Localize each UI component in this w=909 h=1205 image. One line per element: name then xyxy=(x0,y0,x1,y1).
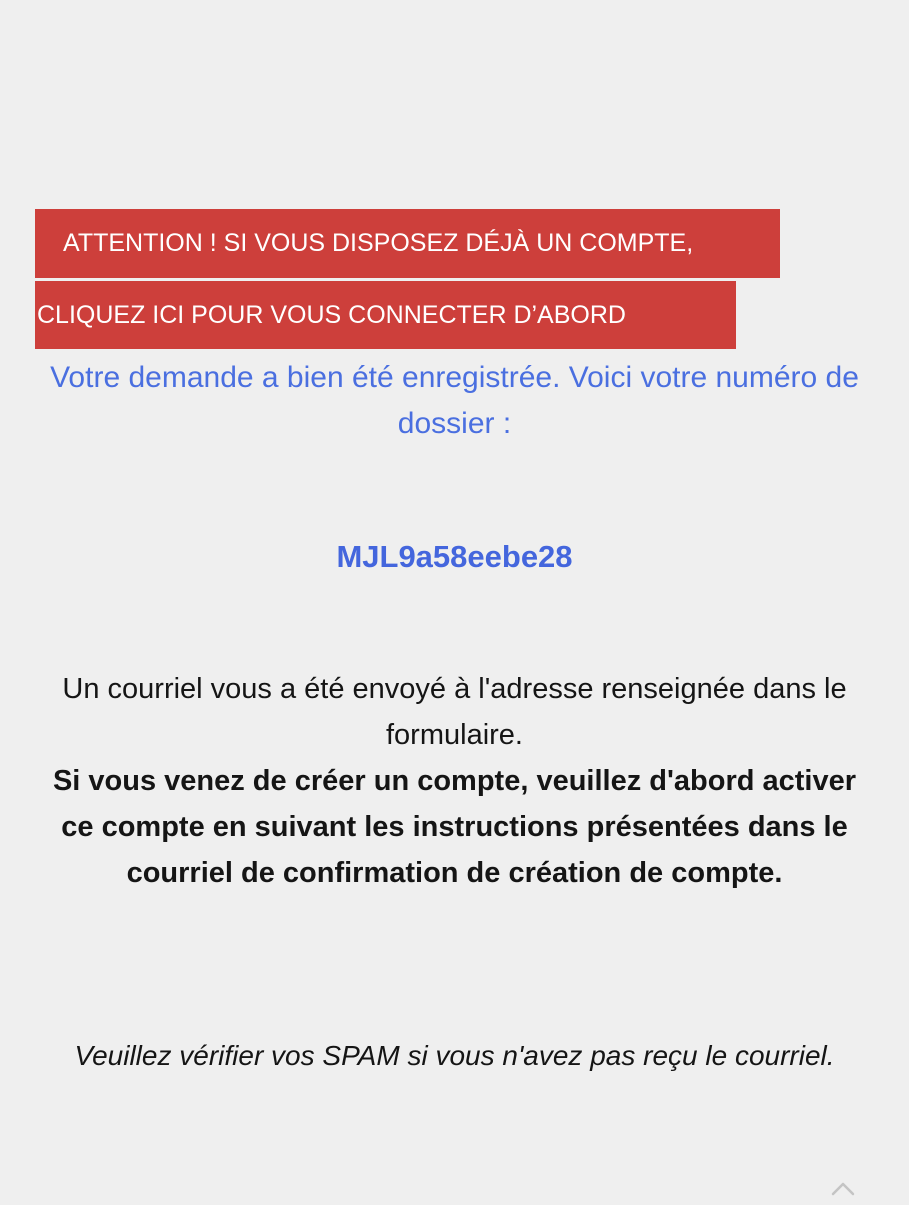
spam-check-note: Veuillez vérifier vos SPAM si vous n'avez pas reçu le courriel. xyxy=(74,1040,835,1071)
login-warning-link-line1[interactable]: ATTENTION ! SI VOUS DISPOSEZ DÉJÀ UN COMPTE, xyxy=(35,209,780,278)
login-warning-link-line2[interactable]: CLIQUEZ ICI POUR VOUS CONNECTER D’ABORD xyxy=(35,281,736,349)
email-sent-text: Un courriel vous a été envoyé à l'adresse renseignée dans le formulaire. xyxy=(62,673,847,751)
file-number: MJL9a58eebe28 xyxy=(336,539,573,574)
account-activation-text: Si vous venez de créer un compte, veuillez d'abord activer ce compte en suivant les instructions présentées dans le courriel de confirmation de création de compte. xyxy=(52,765,857,889)
confirmation-message: Votre demande a bien été enregistrée. Voici votre numéro de dossier : xyxy=(50,361,859,440)
chevron-up-icon xyxy=(829,1172,857,1200)
email-instructions xyxy=(40,666,869,896)
scroll-to-top-button[interactable] xyxy=(829,1172,857,1200)
